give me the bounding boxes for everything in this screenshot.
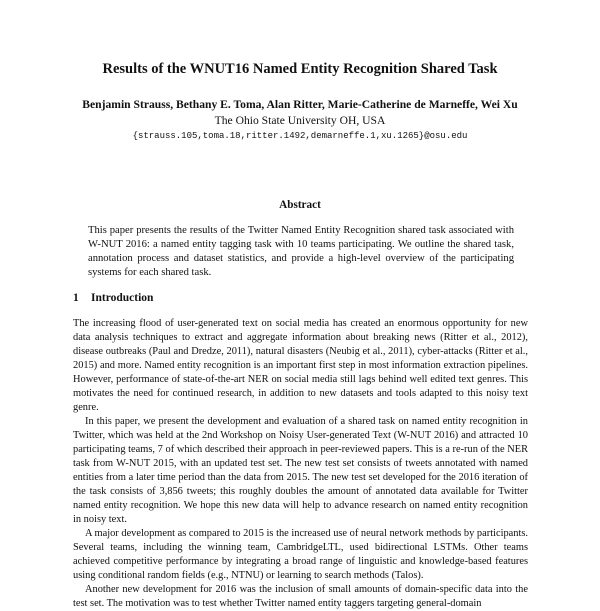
paragraph: Another new development for 2016 was the inclusion of small amounts of domain-specific data into the test set. The motivation was to test whether Twitter named entity taggers targeting general-domain (73, 584, 528, 609)
abstract-heading: Abstract (279, 199, 321, 211)
paragraph: The increasing flood of user-generated text on social media has created an enormous opportunity for new data analysis techniques to extract and aggregate information about breaking news (Ritter et al., 2012), disease outbreaks (Paul and Dredze, 2011), natural disasters (Neubig et al., 2011), cyber-attacks (Ritter et al., 2015) and more. Named entity recognition is an important first step in most information extraction pipelines. However, performance of state-of-the-art NER on social media still lags behind well edited text genres. This motivates the need for continued research, in addition to new datasets and tools adapted to this noisy text genre. (73, 318, 528, 413)
affiliation: The Ohio State University OH, USA (214, 114, 386, 127)
section-number: 1 (73, 292, 79, 304)
section-heading (73, 292, 153, 304)
abstract-text: This paper presents the results of the Twitter Named Entity Recognition shared task associated with W-NUT 2016: a named entity tagging task with 10 teams participating. We outline the shared task, annotation process and dataset statistics, and provide a high-level overview of the participating systems for each shared task. (88, 225, 514, 278)
paper-title: Results of the WNUT16 Named Entity Recognition Shared Task (102, 61, 498, 77)
paragraph: A major development as compared to 2015 is the increased use of neural network methods by participants. Several teams, including the winning team, CambridgeLTL, used bidirectional LSTMs. Other teams achieved competitive performance by integrating a broad range of linguistic and knowledge-based features using conditional random fields (e.g., NTNU) or learning to search methods (Talos). (73, 528, 528, 581)
section-body (73, 317, 528, 611)
author-emails: {strauss.105,toma.18,ritter.1492,demarneffe.1,xu.1265}@osu.edu (132, 131, 468, 141)
section-title: Introduction (91, 292, 154, 304)
paragraph: In this paper, we present the development and evaluation of a shared task on named entity recognition in Twitter, which was held at the 2nd Workshop on Noisy User-generated Text (W-NUT 2016) and attracted 10 participating teams, 7 of which described their approach in peer-reviewed papers. This is a re-run of the NER task from W-NUT 2015, with an updated test set. The new test set consists of tweets annotated with named entities from a later time period than the data from 2015. The new test set developed for the 2016 iteration of the task consists of 3,856 tweets; this roughly doubles the amount of annotated data available for Twitter named entity recognition. We hope this new data will help to advance research on named entity recognition in noisy text. (73, 416, 528, 525)
author-list: Benjamin Strauss, Bethany E. Toma, Alan Ritter, Marie-Catherine de Marneffe, Wei Xu (82, 98, 518, 111)
